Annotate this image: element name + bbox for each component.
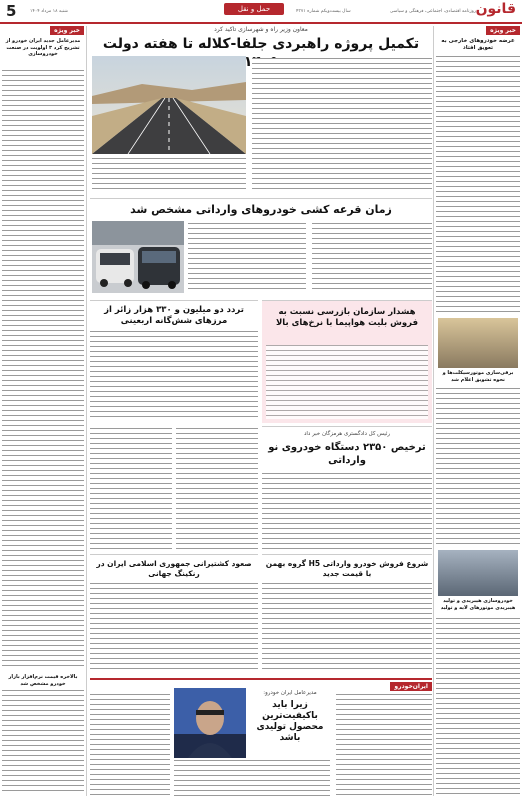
story-5 bbox=[262, 426, 432, 551]
right-column-tag: خبر ویژه bbox=[486, 26, 520, 35]
left-column-headline: مدیرعامل جدید ایران خودرو از تشریح کرد ۳ اولویت در صنعت خودروسازی bbox=[5, 38, 81, 57]
left-column-tag: خبر ویژه bbox=[50, 26, 84, 35]
story-2-body-b bbox=[312, 223, 432, 293]
main-story-headline: تکمیل پروژه راهبردی جلفا-کلاله تا هفته دولت bbox=[102, 36, 420, 52]
interview-body-b bbox=[174, 760, 330, 796]
left-column bbox=[2, 26, 84, 796]
story-6 bbox=[90, 554, 258, 675]
date-line: شنبه ۱۸ مرداد ۱۴۰۴ bbox=[30, 9, 68, 14]
cars-image bbox=[92, 221, 184, 293]
right-column-headline: عرضه خودروهای خارجی به تعویق افتاد bbox=[441, 38, 515, 51]
left-column-bottom-body bbox=[2, 690, 84, 794]
story-7-headline: شروع فروش خودرو وارداتی H5 گروه بهمن با قیمت جدید bbox=[265, 559, 429, 578]
left-divider bbox=[86, 26, 87, 796]
interview-body-a bbox=[90, 694, 170, 796]
middle-text-a bbox=[90, 428, 172, 550]
right-column-body bbox=[436, 56, 520, 316]
main-story bbox=[90, 26, 432, 194]
story-3 bbox=[90, 300, 258, 423]
story-2 bbox=[90, 198, 432, 297]
left-column-body bbox=[2, 70, 84, 670]
left-column-bottom-headline: بالاخره قیمت نرم‌افزار بازار خودرو مشخص شد bbox=[8, 674, 78, 687]
story-2-headline: زمان قرعه کشی خودروهای وارداتی مشخص شد bbox=[130, 203, 392, 216]
main-story-body bbox=[252, 58, 432, 192]
highway-image bbox=[92, 56, 246, 154]
interview bbox=[90, 678, 432, 798]
story-3-body bbox=[90, 331, 258, 419]
right-column-bottom-headline: خودروسازی هیبریدی و تولید هیبریدی موتورهای لایه و تولید bbox=[440, 598, 516, 611]
interview-body-c bbox=[336, 694, 432, 796]
logo: قانون bbox=[475, 1, 516, 17]
story-4 bbox=[262, 300, 432, 423]
story-5-body bbox=[262, 473, 432, 549]
interview-headline: زیرا باید باکیفیت‌ترین محصول تولیدی باشد bbox=[256, 700, 324, 743]
right-column-bottom-body bbox=[436, 618, 520, 794]
story-4-body bbox=[266, 345, 428, 419]
story-5-headline: ترخیص ۲۳۵۰ دستگاه خودروی نو وارداتی bbox=[268, 442, 426, 466]
masthead-info: سال بیست‌ویکم شماره ۴۳۷۱ bbox=[296, 9, 351, 14]
section-title: حمل و نقل bbox=[224, 3, 284, 15]
main-story-caption bbox=[92, 158, 246, 192]
story-2-body-a bbox=[188, 223, 306, 293]
interview-tag: ایران‌خودرو bbox=[390, 682, 432, 691]
main-story-kicker: معاون وزیر راه و شهرسازی تاکید کرد bbox=[214, 26, 308, 33]
portrait-image bbox=[174, 688, 246, 758]
middle-text-b bbox=[176, 428, 258, 550]
story-5-kicker: رئیس کل دادگستری هرمزگان خبر داد bbox=[303, 431, 391, 437]
story-6-headline: صعود کشتیرانی جمهوری اسلامی ایران در رنکینگ جهانی bbox=[96, 559, 252, 578]
interview-kicker: مدیرعامل ایران خودرو: bbox=[263, 690, 317, 696]
story-3-headline: تردد دو میلیون و ۳۳۰ هزار زائر از مرزهای شش‌گانه اربعینی bbox=[104, 305, 244, 326]
right-column-mid-headline: برقی‌سازی موتورسیکلت‌ها و نحوه تشویق اعلام شد bbox=[442, 370, 514, 383]
right-column bbox=[436, 26, 520, 796]
logo-subtitle: روزنامه اقتصادی، اجتماعی، فرهنگی و سیاسی bbox=[389, 9, 476, 14]
interview-photo bbox=[174, 688, 246, 758]
right-column-photo bbox=[438, 318, 518, 368]
story-7 bbox=[262, 554, 432, 675]
right-divider bbox=[433, 26, 434, 796]
story-6-body bbox=[90, 583, 258, 671]
right-column-photo-2 bbox=[438, 550, 518, 596]
right-column-mid-body bbox=[436, 388, 520, 548]
main-story-photo bbox=[92, 56, 246, 154]
story-4-headline: هشدار سازمان بازرسی نسبت به فروش بلیت هواپیما با نرخ‌های بالا bbox=[275, 307, 419, 328]
story-7-body bbox=[262, 583, 432, 671]
story-2-photo bbox=[92, 221, 184, 293]
page-number: 5 bbox=[6, 2, 17, 20]
masthead bbox=[0, 0, 522, 24]
